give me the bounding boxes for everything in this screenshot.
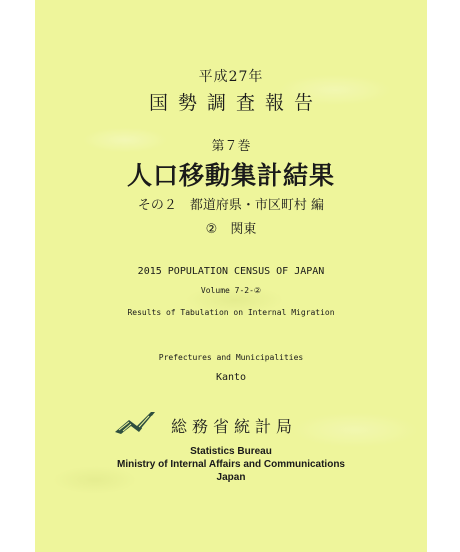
series-title: 国勢調査報告 <box>148 92 323 114</box>
volume-number: 第７巻 <box>211 139 251 154</box>
statistics-bureau-logo-icon <box>115 410 157 434</box>
publisher-english-line-2: Ministry of Internal Affairs and Communications <box>117 459 345 470</box>
english-region: Kanto <box>215 372 247 383</box>
region-title: ② 関東 <box>205 222 257 237</box>
publisher-english-line-3: Japan <box>216 472 246 483</box>
english-title: 2015 POPULATION CENSUS OF JAPAN <box>137 266 325 277</box>
english-part: Prefectures and Municipalities <box>158 353 304 362</box>
publisher-japanese: 総務省統計局 <box>171 417 298 436</box>
book-cover <box>35 0 427 552</box>
main-title: 人口移動集計結果 <box>126 161 335 190</box>
era-year: 平成27年 <box>198 69 264 85</box>
publisher-english-line-1: Statistics Bureau <box>190 446 272 457</box>
part-title: その２ 都道府県・市区町村 編 <box>137 198 325 213</box>
english-subtitle: Results of Tabulation on Internal Migration <box>127 308 335 317</box>
english-volume: Volume 7-2-② <box>200 286 262 295</box>
